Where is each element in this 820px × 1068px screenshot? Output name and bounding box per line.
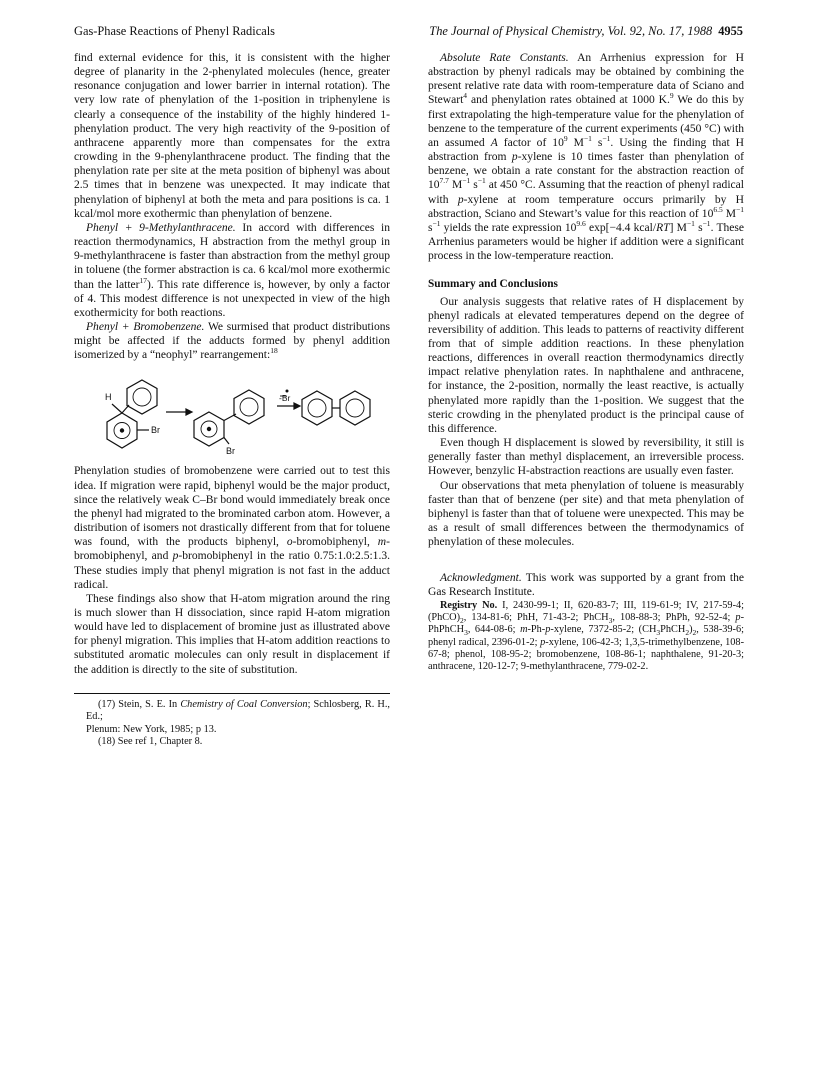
arrow-label: -Br [279,393,291,404]
text-span: -bromobiphenyl, and [74,536,390,563]
text-span: -bromobiphenyl, [292,536,378,549]
page-number: 4955 [718,24,743,38]
text-span: , 108-88-3; PhPh, 92-52-4; [612,611,736,623]
italic-symbol: RT [656,221,670,234]
text-span: . These Arrhenius parameters would be higher if addition were a significant process in the low-temperature reaction. [428,221,745,263]
subscript: 2 [460,615,464,625]
running-header-title: Gas-Phase Reactions of Phenyl Radicals [74,24,275,38]
text-span: -xylene, 7372-85-2; (CH [550,624,657,636]
subscript: 3 [656,628,661,638]
text-span: PhCH [660,624,686,636]
italic-prefix: p [735,611,741,623]
ref-17: 17 [139,275,148,285]
section-run-in-title: Phenyl + 9-Methylanthracene. [86,221,236,234]
exponent: −1 [432,219,441,229]
text-span: , 538-39-6; phenyl radical, 2396-01-2; [428,624,744,648]
ref-4: 4 [463,91,468,101]
section-run-in-title: Absolute Rate Constants. [440,52,569,64]
biphenyl-ring-2 [340,391,370,425]
biphenyl-ring-1 [302,391,332,425]
italic-prefix: p [545,624,551,636]
text-span: I, 2430-99-1; II, 620-83-7; III, 119-61-9; IV, 217-59-4; (PhCO) [428,599,745,623]
paragraph-h-atom-migration: These findings also show that H-atom migration around the ring is much slower than H dissociation, since rapid H-atom migration would have led to displacement of bromine just as illustrated above for phenyl migration. This implies that H-atom addition reactions to substituted aromatic molecules can only result in displacement if the addition is directly to the site of substitution. [74,592,390,676]
right-column [428,51,744,673]
text-span: , 134-81-6; PhH, 71-43-2; PhCH [463,611,609,623]
book-title: Chemistry of Coal Conversion [180,698,308,710]
section-run-in-title: Phenyl + Bromobenzene. [86,320,205,333]
phenyl-ring-left [127,380,157,414]
exponent: 7.7 [439,176,449,186]
exponent: 6.5 [713,204,723,214]
exponent: −1 [702,219,711,229]
exponent: −1 [462,176,471,186]
paragraph-phenylation-studies [74,464,390,591]
text-span: M [722,207,737,220]
italic-prefix: m [520,624,528,636]
text-span: We do this by first extrapolating the high-temperature value for the phenylation of benzene to the temperature of the current experiments (450 °C) with an assumed [428,94,744,149]
text-span: ] M [669,221,687,234]
text-span: Plenum: New York, 1985; p 13. [86,723,217,735]
text-span: s [694,221,703,234]
paragraph-methylanthracene [74,221,390,320]
text-span: Phenylation studies of bromobenzene were carried out to test this idea. If migration were rapid, biphenyl would be the major product, since the relatively weak C–Br bond would immediately break once the phenyl had migrated to the brominated carbon atom. However, a distribution of isomers not drastically different from that for toluene was found, with the products biphenyl, [74,465,390,549]
acknowledgment-title: Acknowledgment. [440,572,522,585]
paragraph-absolute-rate-constants [428,51,744,263]
text-span: -Ph- [527,624,546,636]
exponent: −1 [736,204,744,214]
italic-prefix: p [511,151,518,164]
paragraph-summary-3: Our observations that meta phenylation of toluene is measurably faster than that of benzene (per site) and that meta phenylation of biphenyl is faster than that of toluene were unexpected. This may be as a result of small differences between the thermodynamics of phenylation of these molecules. [428,479,744,549]
text-span: at 450 °C. Assuming that the reaction of phenyl radical with [428,179,744,206]
footnote-17 [74,699,390,736]
paragraph-bromobenzene [74,320,390,362]
paragraph-summary-1: Our analysis suggests that relative rates of H displacement by phenyl radicals at elevated temperatures depend on the degree of reversibility of addition. This leads to patterns of reactivity different from that of simple addition reactions. In these phenylation reactions, differences in overall reaction thermodynamics directly impact relative phenylation rates. In naphthalene and anthracene, for instance, the 2-position, normally the least reactive, is actually phenylated more rapidly than the 1-position. We suggest that the steric crowding in the phenylated product is the principal cause of this difference. [428,295,744,435]
subscript: 2 [692,628,697,638]
text-span: s [428,221,433,234]
italic-prefix: m [377,536,387,549]
journal-citation: The Journal of Physical Chemistry, Vol. 92, No. 17, 1988 [429,24,713,38]
footnote-18: (18) See ref 1, Chapter 8. [98,736,203,747]
text-span: -PhPhCH [428,611,744,636]
text-span: This work was supported by a grant from the Gas Research Institute. [428,572,744,599]
text-span: , 644-08-6; [467,624,521,636]
subscript: 3 [608,615,613,625]
text-span: s [591,136,603,149]
bromine-label-middle: Br [226,446,235,457]
text-span: In accord with differences in reaction thermodynamics, H abstraction from the methyl group in 9-methylanthracene is faster than abstraction from the methyl group in toluene (the former abstraction is ca. 6 kcal/mol more exothermic than the latter [74,221,390,291]
registry-numbers [428,600,744,674]
acknowledgment [428,571,744,599]
exponent: −1 [583,134,592,144]
text-span: s [470,179,478,192]
text-span: -xylene is 10 times faster than phenylation of benzene, we obtain a rate constant for the abstraction reaction of 10 [428,151,744,192]
text-span: -xylene at room temperature occurs primarily by H abstraction, Sciano and Stewart’s value for this reaction of 10 [428,193,744,220]
exponent: −1 [602,134,611,144]
text-span: ; Schlosberg, R. H., Ed.; [86,698,390,723]
text-span: We surmised that product distributions might be affected if the adducts formed by phenyl addition isomerized by a “neophyl” rearrangement: [74,320,390,362]
paragraph-planarity: find external evidence for this, it is consistent with the higher degree of planarity in the 2-phenylated molecules (hence, greater resonance conjugation and lower barrier in internal rotation). The very low rate of phenylation of the 1-position in triphenylene is clearly a consequence of the instability of the highly hindered 1-phenylation product. The very high reactivity of the 9-position of anthracene apparently more than compensates for the extra crowding in the 9-phenylanthracene product. The finding that the phenylation rate per site at the meta position of biphenyl was about 2.5 times that in benzene was unexpected. It may indicate that phenylation of biphenyl at both the meta and para positions is ca. 1 kcal/mol more exothermic than phenylation of benzene. [74,52,390,220]
text-span: factor of 10 [497,136,564,149]
italic-prefix: o [286,536,293,549]
subscript: 2 [685,628,690,638]
registry-title: Registry No. [440,599,498,611]
bromine-label-left: Br [151,425,160,436]
text-span: ) [689,624,693,636]
italic-prefix: p [457,193,464,206]
exponent: 9.6 [576,219,586,229]
text-span: ). This rate difference is, however, by only a factor of 4. This modest difference is not unexpected in view of the high exothermicity for both reactions. [74,278,391,319]
paragraph-summary-2: Even though H displacement is slowed by reversibility, it still is generally faster than methyl displacement, an irreversible process. However, benzylic H-abstraction reactions are usually even faster. [428,437,744,478]
exponent: −1 [477,176,486,186]
ref-9: 9 [669,91,674,101]
text-span: . Using the finding that H abstraction from [428,136,744,164]
text-span: -bromobiphenyl in the ratio 0.75:1.0:2.5:1.3. These studies imply that phenyl migration is not fast in the adduct radical. [74,550,390,591]
text-span: M [448,179,463,192]
text-span: exp[−4.4 kcal/ [585,221,657,234]
journal-citation-header [429,24,743,39]
italic-symbol: A [490,136,498,149]
phenyl-ring-middle [234,390,264,424]
ref-18: 18 [270,346,278,356]
exponent: −1 [686,219,695,229]
text-span: -xylene, 106-42-3; 1,3,5-trimethylbenzene, 108-67-8; phenol, 108-95-2; bromobenzene, 108-86-1; naphthalene, 91-20-3; anthracene, 120-12-7; 9-methylanthracene, 779-02-2. [428,636,745,673]
text-span: An Arrhenius expression for H abstraction by phenyl radicals may be obtained by combining the present relative rate data with room-temperature data of Sciano and Stewart [428,52,745,107]
hydrogen-label: H [105,392,112,403]
subscript: 3 [464,628,468,638]
text-span: M [567,136,584,149]
text-span: and phenylation rates obtained at 1000 K. [467,94,670,107]
section-heading: Summary and Conclusions [428,278,558,291]
text-span: yields the rate expression 10 [440,221,577,234]
footnote-rule [74,693,390,694]
neophyl-rearrangement-scheme [74,368,390,456]
italic-prefix: p [540,636,546,648]
text-span: (17) Stein, S. E. In [98,698,181,710]
left-column [74,51,390,748]
exponent: 9 [563,134,568,144]
italic-prefix: p [172,550,179,563]
